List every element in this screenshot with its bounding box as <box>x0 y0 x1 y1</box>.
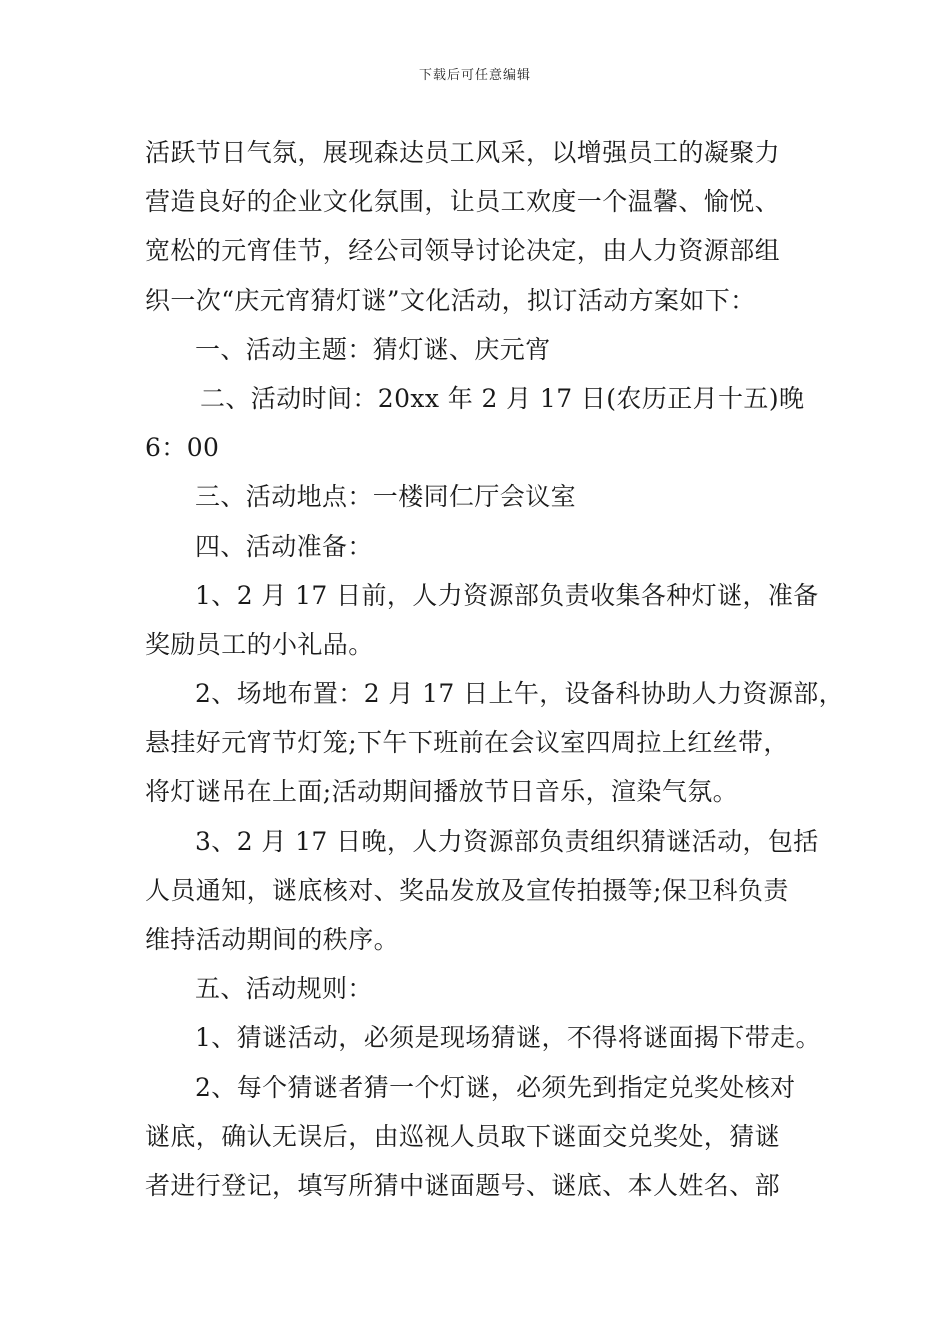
list-item: 2、场地布置：2 月 17 日上午，设备科协助人力资源部， <box>195 679 845 709</box>
text-line: 6：00 <box>145 433 220 463</box>
section-heading-rules: 五、活动规则： <box>195 974 373 1004</box>
text-line: 将灯谜吊在上面;活动期间播放节日音乐，渲染气氛。 <box>145 777 739 807</box>
document-body <box>145 128 845 1210</box>
text-line: 活跃节日气氛，展现森达员工风采，以增强员工的凝聚力 <box>145 138 781 167</box>
text-line: 悬挂好元宵节灯笼;下午下班前在会议室四周拉上红丝带， <box>145 728 789 758</box>
list-item: 2、每个猜谜者猜一个灯谜，必须先到指定兑奖处核对 <box>195 1072 796 1102</box>
text-line: 织一次“庆元宵猜灯谜”文化活动，拟订活动方案如下： <box>145 285 756 315</box>
list-item: 1、2 月 17 日前，人力资源部负责收集各种灯谜，准备 <box>195 580 819 610</box>
text-line: 谜底，确认无误后，由巡视人员取下谜面交兑奖处，猜谜 <box>145 1121 781 1151</box>
list-item: 3、2 月 17 日晚，人力资源部负责组织猜谜活动，包括 <box>195 826 819 856</box>
list-item: 1、猜谜活动，必须是现场猜谜，不得将谜面揭下带走。 <box>195 1023 821 1053</box>
text-line: 人员通知，谜底核对、奖品发放及宣传拍摄等;保卫科负责 <box>145 875 789 905</box>
text-line: 奖励员工的小礼品。 <box>145 629 374 659</box>
page-header: 下载后可任意编辑 <box>418 68 531 83</box>
section-heading-time: 二、活动时间：20xx 年 2 月 17 日(农历正月十五)晚 <box>200 383 805 413</box>
section-heading-theme: 一、活动主题：猜灯谜、庆元宵 <box>195 334 551 364</box>
text-line: 宽松的元宵佳节，经公司领导讨论决定，由人力资源部组 <box>145 236 781 266</box>
text-line: 维持活动期间的秩序。 <box>145 925 400 954</box>
section-heading-preparation: 四、活动准备： <box>195 531 373 561</box>
text-line: 营造良好的企业文化氛围，让员工欢度一个温馨、愉悦、 <box>145 187 781 217</box>
section-heading-location: 三、活动地点：一楼同仁厅会议室 <box>195 482 577 512</box>
text-line: 者进行登记，填写所猜中谜面题号、谜底、本人姓名、部 <box>145 1170 781 1200</box>
